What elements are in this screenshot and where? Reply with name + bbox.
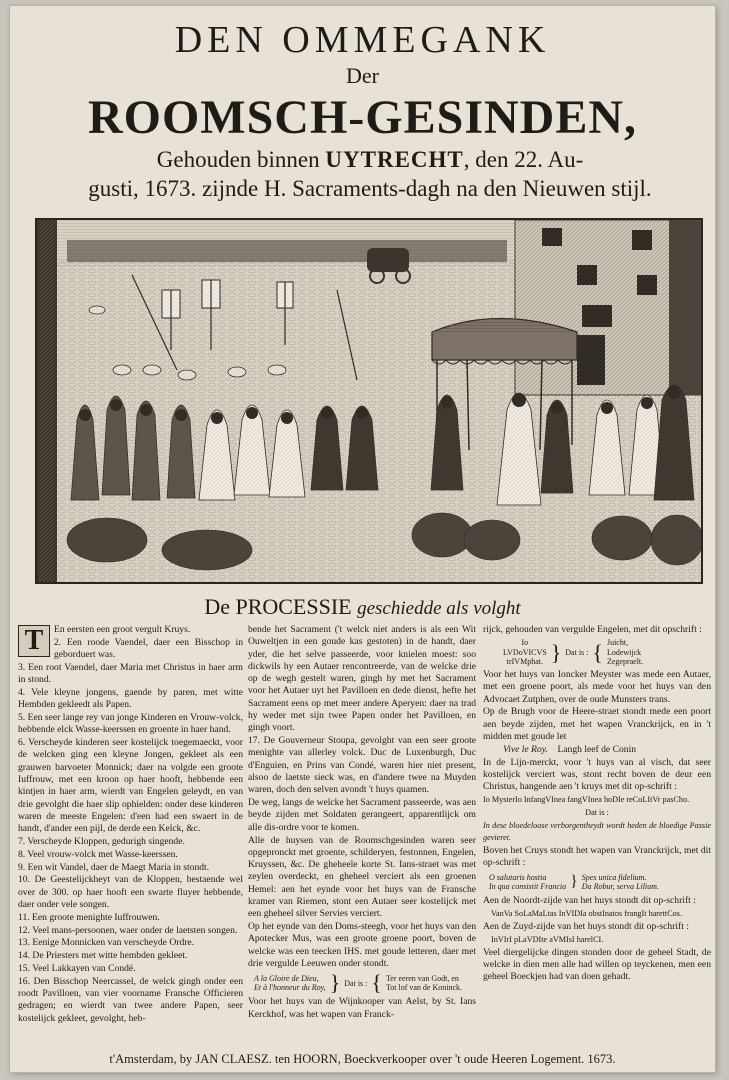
inscription-hostia-3: Spes unica fidelium. bbox=[581, 872, 647, 882]
inscription-lodewijck bbox=[503, 638, 711, 667]
col2-para-6: Voor het huys van de Wijnkooper van Aelst, by St. Ians Kerckhof, was het wapen van Franck- bbox=[248, 996, 476, 1020]
item-2: 2. Een roode Vaendel, daer een Bisschop in geborduert was. bbox=[54, 636, 243, 661]
inscription-mysterio-translation bbox=[483, 820, 711, 845]
item-11: 11. Een groote menighte Iuffrouwen. bbox=[18, 911, 160, 923]
text-column-3 bbox=[483, 624, 711, 1034]
inscription-latin-1: Io bbox=[521, 638, 529, 648]
subtitle-city: UYTRECHT bbox=[325, 147, 464, 172]
brace-icon: } bbox=[329, 970, 341, 996]
col2-para-2: 17. De Gouverneur Stoupa, gevolght van een seer groote menighte van allerley volck. Duc de Luxenburgh, Duc d'Enguien, en Prins van Condé, waren hier niet present, alsoo de laetste sieck was, en d'andere twee na Muyden waren, doch den selven avondt 't huys quamen. bbox=[248, 735, 476, 796]
brace-icon: } bbox=[570, 873, 578, 891]
inscription-translation-2: Lodewijck bbox=[606, 647, 642, 657]
title-line-1: DEN OMMEGANK bbox=[174, 19, 551, 61]
inscription-french-2: Et à l'honneur du Roy, bbox=[254, 983, 326, 993]
subtitle-text-a: Gehouden binnen bbox=[156, 147, 320, 172]
item-5: 5. Een seer lange rey van jonge Kinderen en Vrouw-volck, hebbende elck Wasse-keerssen en groente in haer hand. bbox=[18, 712, 243, 736]
inscription-hostia-1: O salutaris hostia bbox=[489, 872, 547, 882]
inscription-latin bbox=[503, 638, 547, 667]
procession-engraving bbox=[35, 218, 703, 584]
item-10: 10. De Geestelijckheyt van de Kloppen, bestaende wel over de 300. op haer hooft een swarte fluyer hebbende, daer onder vele songen. bbox=[18, 874, 243, 911]
title-line-3: ROOMSCH-GESINDEN, bbox=[87, 91, 638, 144]
title-line-2: Der bbox=[346, 63, 379, 88]
item-16: 16. Den Bisschop Neercassel, de welck gingh onder een roodt Pavilloen, van vier voorname Fransche Officieren gedragen; en wierdt van twee andere Papen, seer kostelijck gekleet, gevolght, heb- bbox=[18, 975, 243, 1024]
inscription-translation bbox=[607, 638, 643, 667]
inscription-north: VanVa SoLaMaLtas InVIDIa obstInatos frangIt harettCos. bbox=[491, 909, 682, 919]
inscription-french-1: A la Gloire de Dieu, bbox=[254, 973, 319, 983]
inscription-french bbox=[254, 974, 326, 993]
inscription-translation-3: Zegepraelt. bbox=[606, 657, 644, 667]
inscription-dutch-1: Ter eeren van Godt, en bbox=[385, 973, 459, 983]
col3-para-1: rijck, gehouden van vergulde Engelen, met dit opschrift : bbox=[483, 624, 702, 635]
item-12: 12. Veel mans-persoonen, waer onder de laetsten songen. bbox=[18, 924, 238, 936]
inscription-hostia-4: Da Robur, serva Lilium. bbox=[581, 882, 659, 892]
item-14: 14. De Priesters met witte hembden gekleet. bbox=[18, 950, 188, 962]
col3-para-7: Aen de Zuyd-zijde van het huys stondt dit op-schrift : bbox=[483, 920, 689, 932]
item-7: 7. Verscheyde Kloppen, gedurigh singende. bbox=[18, 836, 185, 848]
inscription-hostia bbox=[489, 871, 711, 893]
inscription-latin-2: LVDoVICVS bbox=[503, 647, 547, 657]
inscription-mysterio: Io MysterIo InfangVInea fangVInea hoDIe reCoLItVr pasCho. bbox=[483, 795, 690, 805]
inscription-mysterio-dat-is: Dat is : bbox=[585, 807, 609, 817]
inscription-gloire bbox=[254, 972, 476, 994]
col2-para-3: De weg, langs de welcke het Sacrament passeerde, was aen beyde zijden met Soldaten gerangeert, apparentlijck om alle dis-ordre voor te komen. bbox=[248, 797, 476, 833]
item-8: 8. Veel vrouw-volck met Wasse-keerssen. bbox=[18, 848, 178, 860]
item-9: 9. Een wit Vandel, daer de Maegt Maria in stondt. bbox=[18, 861, 210, 873]
col2-para-4: Alle de huysen van de Roomschgesinden waren seer opgepronckt met groente, schilderyen, festonnen, Engelen, Kruyssen, &c. De gheheele korte St. Ians-straet was met zeylen overdeckt, en gheheel verciert als een groenen Hemel: aen het eynde voor het huys van de Fransche kramer van Riemen, stont een Autaer seer kostelijck met een gheheel silver Servies verciert. bbox=[248, 834, 476, 920]
dat-is-label: Dat is : bbox=[565, 647, 589, 657]
inscription-hostia-left bbox=[489, 873, 566, 892]
inscription-translation-1: Juicht, bbox=[606, 638, 629, 648]
procession-heading bbox=[10, 594, 715, 620]
item-15: 15. Veel Lakkayen van Condé. bbox=[18, 963, 136, 975]
inscription-mysterio-translation-text: In dese bloedeloose verborgentheydt wordt heden de bloedige Passie gevieret. bbox=[483, 820, 711, 842]
subtitle-text-b: , den 22. Au- bbox=[463, 147, 584, 172]
subtitle-line-1 bbox=[50, 147, 690, 173]
col3-para-5: Boven het Cruys stondt het wapen van Vranckrijck, met dit op-schrift : bbox=[483, 844, 711, 869]
dat-is-label: Dat is : bbox=[344, 978, 368, 988]
col3-para-4: In de Lijn-merckt, voor 't huys van al visch, dat seer kostelijck verciert was, stont recht boven de deur een Christus, hangende aen 't kruys met dit op-schrift : bbox=[483, 756, 711, 793]
drop-cap: T bbox=[18, 625, 50, 657]
vive-le-roy: Vive le Roy. bbox=[503, 743, 548, 755]
subtitle-line-2: gusti, 1673. zijnde H. Sacraments-dagh na den Nieuwen stijl. bbox=[88, 176, 652, 201]
inscription-dutch-2: Tot lof van de Koninck. bbox=[385, 983, 463, 993]
inscription-south: InVIrI pLaVDIte aVMIsI harelCI. bbox=[491, 934, 604, 944]
inscription-hostia-2: In qua consistit Francia bbox=[489, 882, 567, 892]
col3-para-8: Veel diergelijcke dingen stonden door de geheel Stadt, de welcke in dien men alle had willen op teyckenen, men een geheel Boeckjen had van doen gehadt. bbox=[483, 946, 711, 983]
heading-rest: geschiedde als volght bbox=[357, 598, 521, 619]
inscription-dutch bbox=[386, 974, 462, 993]
text-column-2 bbox=[248, 624, 476, 1034]
item-13: 13. Eenige Monnicken van verscheyde Ordre. bbox=[18, 937, 195, 949]
vive-translation: Langh leef de Conin bbox=[557, 743, 637, 755]
item-1-text: En eersten een groot vergult Kruys. bbox=[54, 624, 191, 635]
col3-para-2: Voor het huys van Ioncker Meyster was mede een Autaer, met een groene poort, als mede voor het huys van den Advocaet Zutphen, over de oude Munsters trans. bbox=[483, 669, 711, 705]
heading-main: De PROCESSIE bbox=[204, 594, 352, 619]
col2-para-1: bende het Sacrament ('t welck niet anders is als een Wit Ouweltjen in een goude kas gestoten) in de handt, daer yder, die het selve passeerde, voor knielen moest: soo dickwils hy een Autaer rencontreerde, van de welcke drie op de wegh gestelt waren, gingh hy met het Sacrament voor het Autaer uyt het Pavilloen en dede dienst, hefte het Sacrament eens op met meer andere Aperyen: daer na trad hy weder met sijn twee Papen onder het Pavilloen, en gingh voort. bbox=[248, 624, 476, 734]
col3-para-6: Aen de Noordt-zijde van het huys stondt dit op-schrift : bbox=[483, 895, 696, 907]
brace-icon: { bbox=[371, 970, 382, 996]
col2-para-5: Op het eynde van den Doms-steegh, voor het huys van den Apotecker Mus, was een groote groene poort, boven de welcke was een teecken IHS. met goude letteren, daer met drie vergulde Leeuwen onder stondt. bbox=[248, 921, 476, 970]
broadside-sheet bbox=[10, 6, 715, 1072]
inscription-hostia-right bbox=[582, 873, 659, 892]
item-6: 6. Verscheyde kinderen seer kostelijck toegemaeckt, voor de welcken ging een kleyne Jongen, gekleet als een grauwen barvoeter Monnick; daer na volgde een groote Iuffrouw, met een kroon op haer hooft, hebbende een kintjen in haer arm, wierdt van Engelen geleydt, en van drie gevolght die haer slip ophielden: onder dese kinderen waren de meeste Engelen: d'een had een swaert in de handt, d'ander een pijl, de derde een Kelck, &c. bbox=[18, 737, 243, 835]
vive-le-roy-line bbox=[503, 744, 711, 756]
col3-para-3: Op de Brugh voor de Heere-straet stondt mede een poort aen beyde zijden, met het wapen Vranckrijck, en in 't midden met goude let bbox=[483, 706, 711, 743]
item-4: 4. Vele kleyne jongens, gaende by paren, met witte Hembden gekleedt als Papen. bbox=[18, 686, 243, 711]
inscription-latin-3: trIVMphat. bbox=[506, 657, 543, 667]
text-column-1 bbox=[18, 624, 243, 1034]
item-3: 3. Een root Vaendel, daer Maria met Christus in haer arm in stond. bbox=[18, 661, 243, 686]
brace-icon: } bbox=[550, 639, 562, 665]
imprint-footer: t'Amsterdam, by JAN CLAESZ. ten HOORN, Boeckverkooper over 't oude Heeren Logement. 1673. bbox=[109, 1052, 616, 1066]
brace-icon: { bbox=[592, 639, 603, 665]
